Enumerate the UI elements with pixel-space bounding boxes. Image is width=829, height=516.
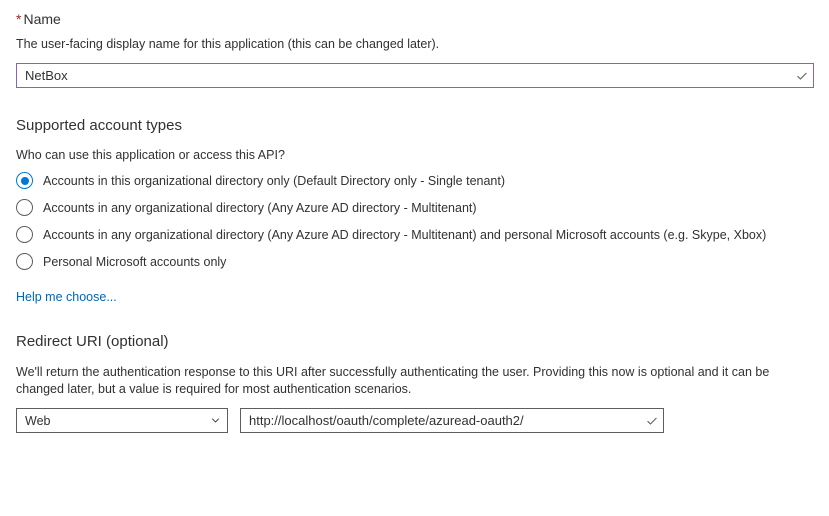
radio-option-multitenant[interactable] [16,199,813,216]
supported-account-types-section [16,116,813,304]
checkmark-icon [641,414,663,428]
platform-select[interactable] [16,408,228,433]
account-types-title: Supported account types [16,117,182,134]
radio-option-single-tenant[interactable] [16,172,813,189]
radio-label-personal-only: Personal Microsoft accounts only [43,254,227,269]
redirect-uri-row [16,408,813,433]
radio-icon-unselected[interactable] [16,226,33,243]
redirect-uri-section [16,332,813,433]
chevron-down-icon [203,415,227,426]
name-input-wrapper[interactable] [16,63,814,88]
name-description: The user-facing display name for this application (this can be changed later). [16,37,440,51]
radio-label-multitenant: Accounts in any organizational directory (Any Azure AD directory - Multitenant) [43,200,477,215]
radio-label-multitenant-personal: Accounts in any organizational directory (Any Azure AD directory - Multitenant) and personal Microsoft accounts (e.g. Skype, Xbox) [43,227,767,242]
redirect-uri-input[interactable] [241,409,641,432]
name-label [16,10,813,28]
radio-label-single-tenant: Accounts in this organizational directory only (Default Directory only - Single tenant) [43,173,506,188]
radio-icon-unselected[interactable] [16,253,33,270]
required-indicator: * [16,11,22,27]
platform-select-value: Web [25,413,51,428]
redirect-uri-title: Redirect URI (optional) [16,333,169,350]
redirect-uri-description: We'll return the authentication response to this URI after successfully authenticating the user. Providing this now is optional and it can be changed later, but a value is required for most authentication scenarios. [16,365,770,396]
radio-icon-selected[interactable] [16,172,33,189]
radio-option-personal-only[interactable] [16,253,813,270]
account-types-question: Who can use this application or access this API? [16,148,285,162]
checkmark-icon [791,69,813,83]
redirect-uri-input-wrapper[interactable] [240,408,664,433]
name-input[interactable] [17,64,791,87]
radio-icon-unselected[interactable] [16,199,33,216]
name-field-group [16,10,813,88]
radio-option-multitenant-personal[interactable] [16,226,813,243]
help-me-choose-link[interactable]: Help me choose... [16,290,117,304]
name-label-text: Name [23,11,61,27]
